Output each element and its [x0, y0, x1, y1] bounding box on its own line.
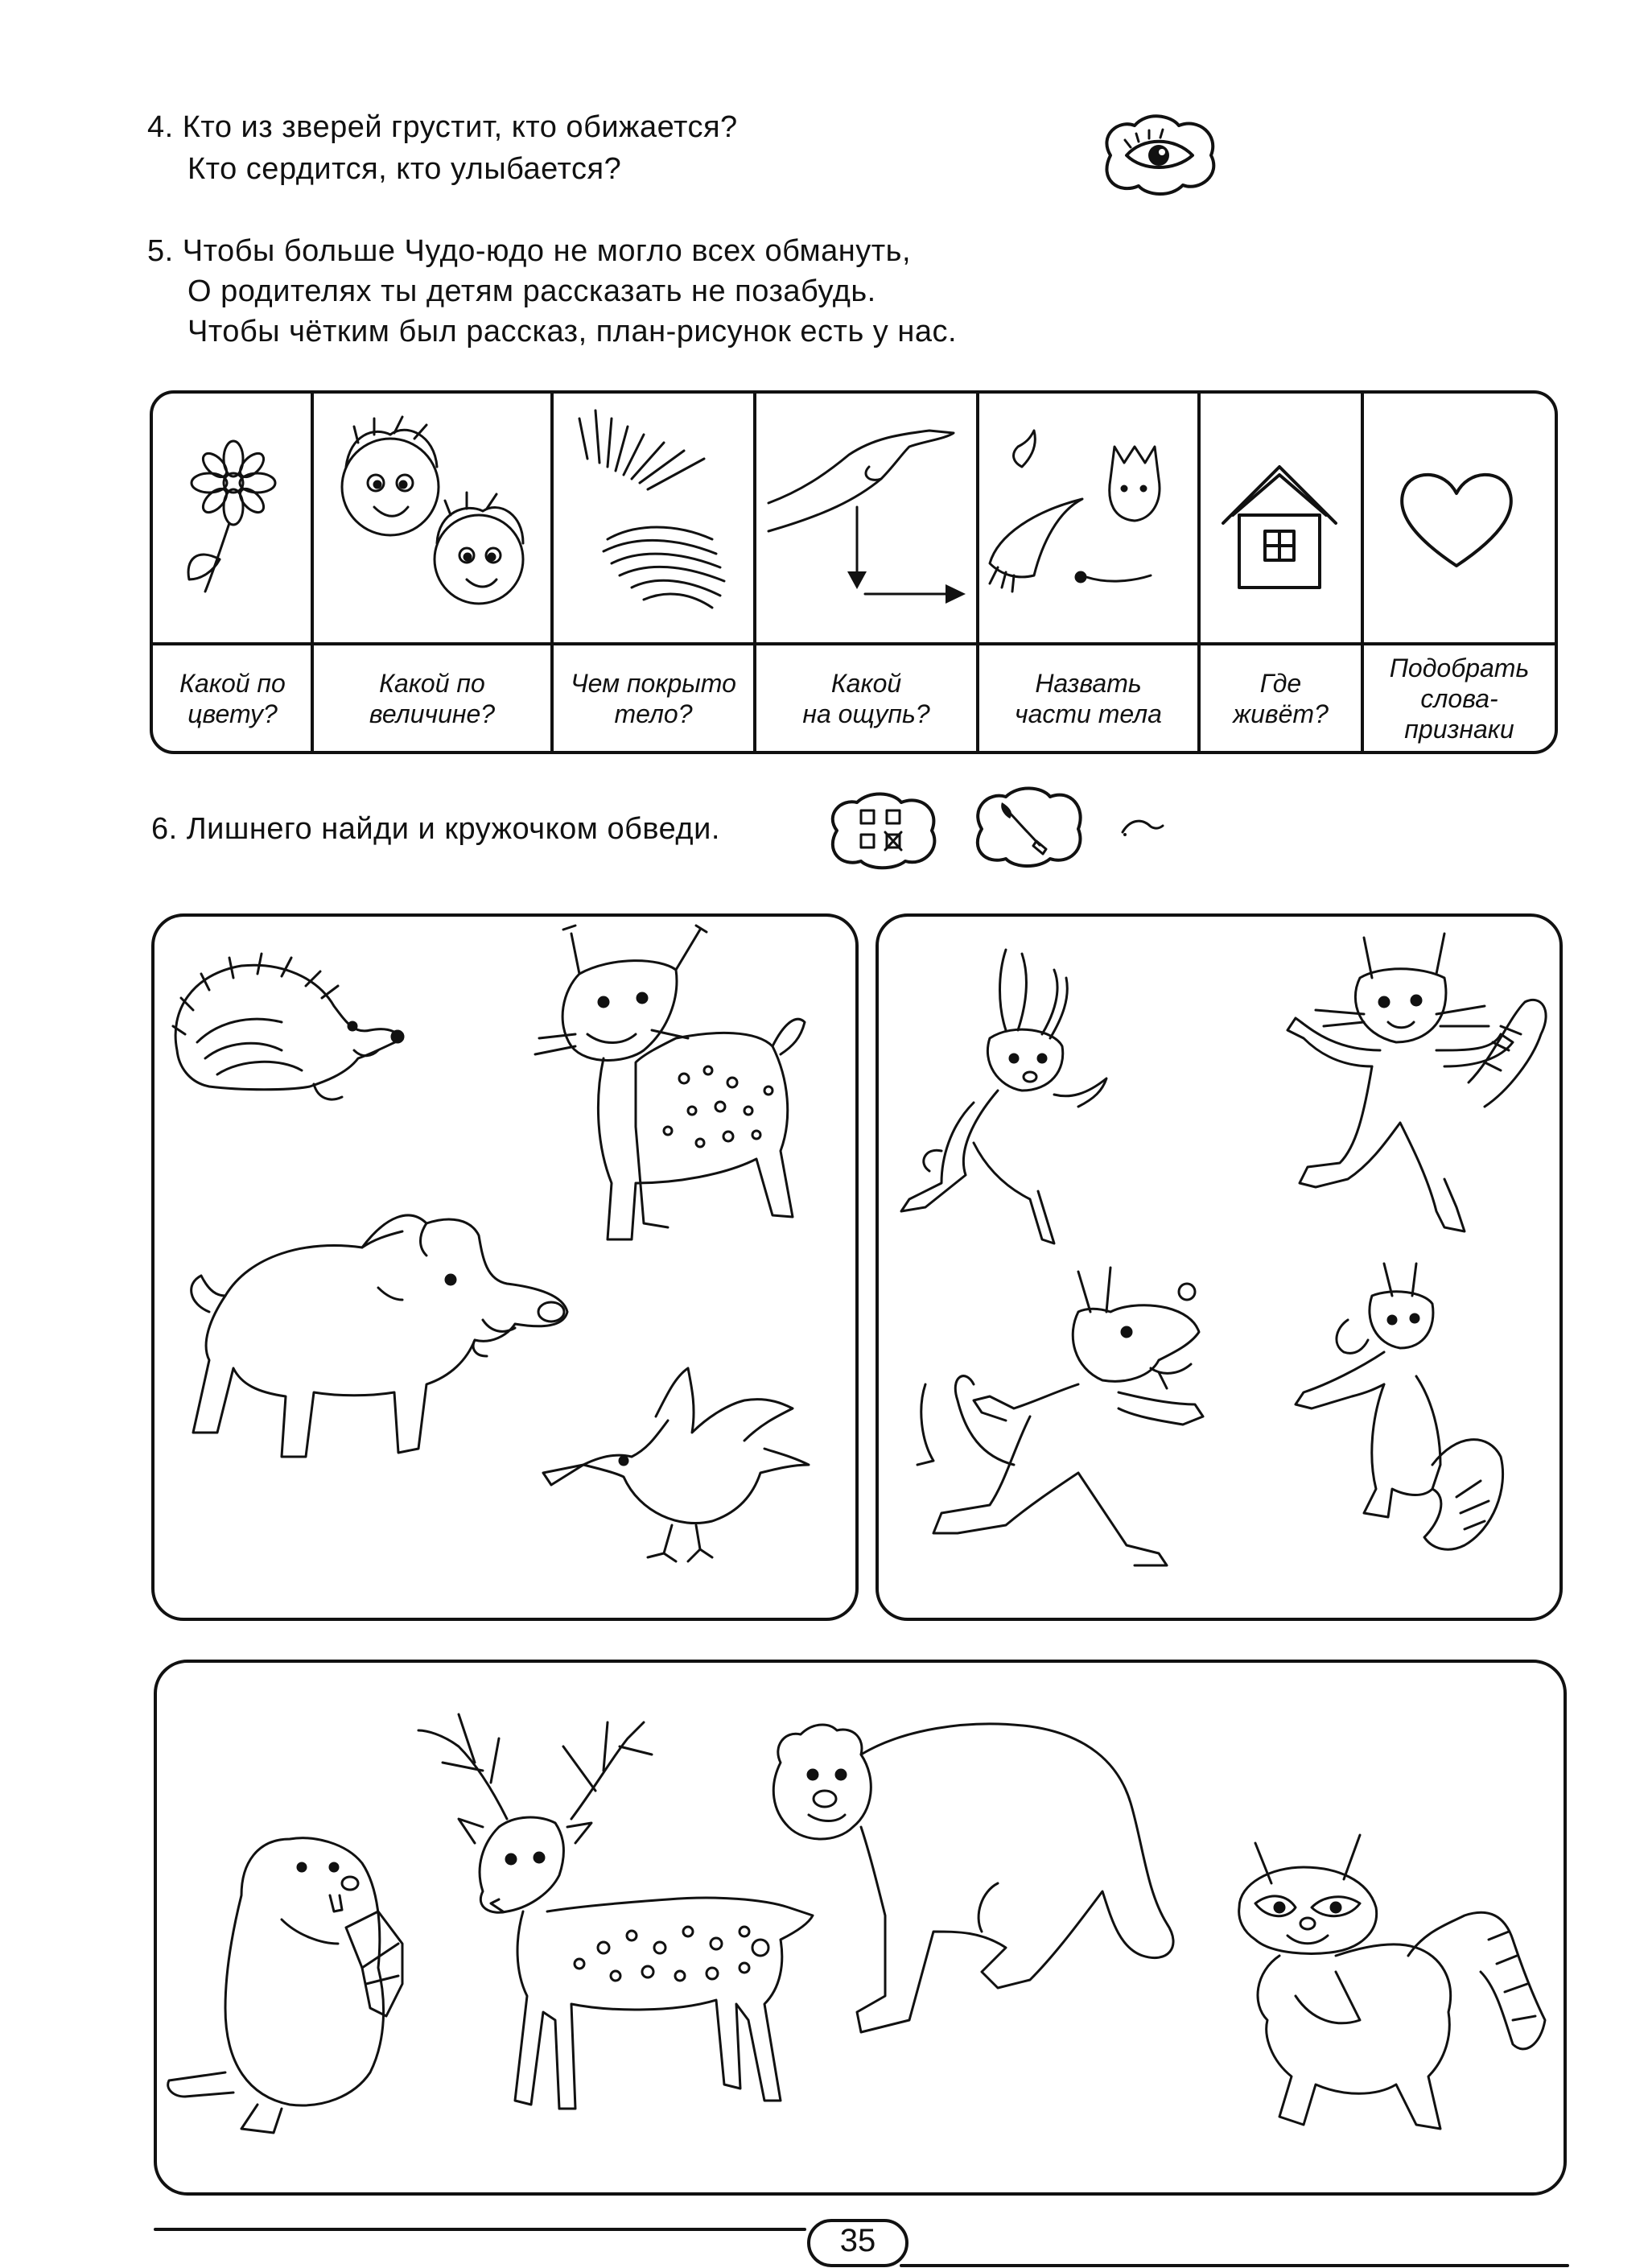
task5-line1: 5. Чтобы больше Чудо-юдо не могло всех обмануть, [147, 234, 912, 268]
raccoon-drawing [1223, 1819, 1553, 2165]
cat-drawing [1283, 922, 1557, 1260]
task5-line2: О родителях ты детям рассказать не позабудь. [187, 274, 876, 308]
plan-label-covering: Чем покрыто тело? [571, 669, 736, 728]
plan-label-color: Какой по цвету? [179, 669, 286, 728]
plan-label-habitat: Где живёт? [1233, 669, 1329, 728]
beaver-drawing [161, 1823, 426, 2145]
task4-line2: Кто сердится, кто улыбается? [187, 152, 622, 186]
page-number: 35 [839, 2223, 876, 2258]
hedgehog-drawing [161, 946, 418, 1115]
boar-drawing [177, 1191, 579, 1497]
plan-label-attributes: Подобрать слова- признаки [1389, 653, 1530, 744]
wolf-drawing [893, 1256, 1231, 1594]
task6-text: 6. Лишнего найди и кружочком обведи. [151, 812, 720, 846]
task5-line3: Чтобы чётким был рассказ, план-рисунок есть у нас. [187, 315, 958, 348]
plan-label-body-parts: Назвать части тела [1015, 669, 1162, 728]
plan-label-size: Какой по величине? [369, 669, 496, 728]
deer-drawing [410, 1682, 813, 2133]
task4-line1: 4. Кто из зверей грустит, кто обижается? [147, 110, 738, 144]
squirrel-drawing [1288, 1256, 1505, 1594]
bear-drawing [764, 1714, 1207, 2052]
plan-label-touch: Какой на ощупь? [802, 669, 930, 728]
bird-drawing [535, 1360, 825, 1577]
hare-drawing [893, 934, 1110, 1272]
